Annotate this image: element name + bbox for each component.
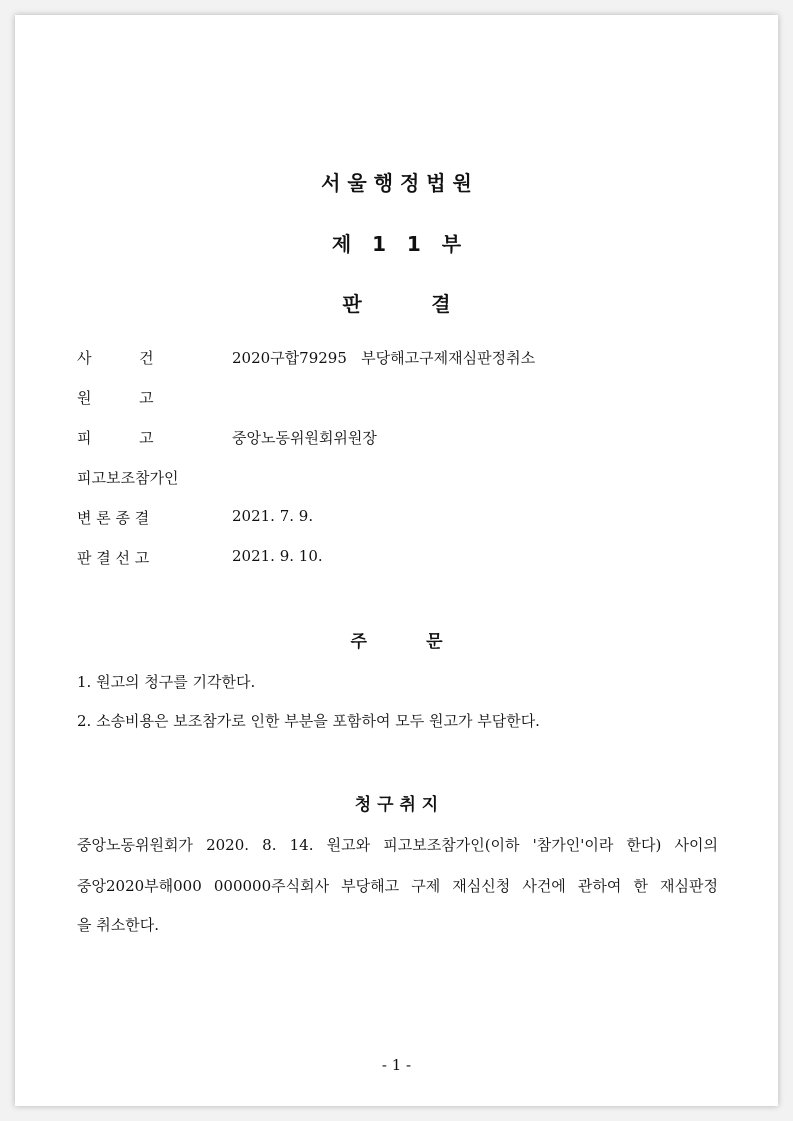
document-title: 판 결 [342,292,451,316]
case-label: 사 건 [77,349,154,367]
hearing-end-date: 2021. 7. 9. [232,507,314,525]
court-division: 제 1 1 부 [331,232,462,256]
order-item-1: 1. 원고의 청구를 기각한다. [77,673,256,691]
defendant-label: 피 고 [77,429,154,447]
order-heading: 주 문 [350,632,443,652]
plaintiff-label: 원 고 [77,389,154,407]
claim-line-2: 중앙2020부해000 000000주식회사 부당해고 구제 재심신청 사건에 관하여 한 재심판정 [77,877,718,895]
court-name: 서 울 행 정 법 원 [321,171,472,195]
document-page [15,15,778,1106]
page-number: - 1 - [381,1056,412,1074]
judgment-date-label: 판 결 선 고 [77,549,150,567]
claim-line-1: 중앙노동위원회가 2020. 8. 14. 원고와 피고보조참가인(이하 '참가인'이라 한다) 사이의 [77,836,718,854]
judgment-date: 2021. 9. 10. [232,547,323,565]
order-item-2: 2. 소송비용은 보조참가로 인한 부분을 포함하여 모두 원고가 부담한다. [77,712,540,730]
claim-line-3: 을 취소한다. [77,916,159,934]
hearing-end-label: 변 론 종 결 [77,509,150,527]
case-value: 2020구합79295 부당해고구제재심판정취소 [232,349,536,367]
claim-heading: 청 구 취 지 [354,795,439,815]
intervenor-label: 피고보조참가인 [77,469,179,487]
defendant-value: 중앙노동위원회위원장 [232,429,377,447]
